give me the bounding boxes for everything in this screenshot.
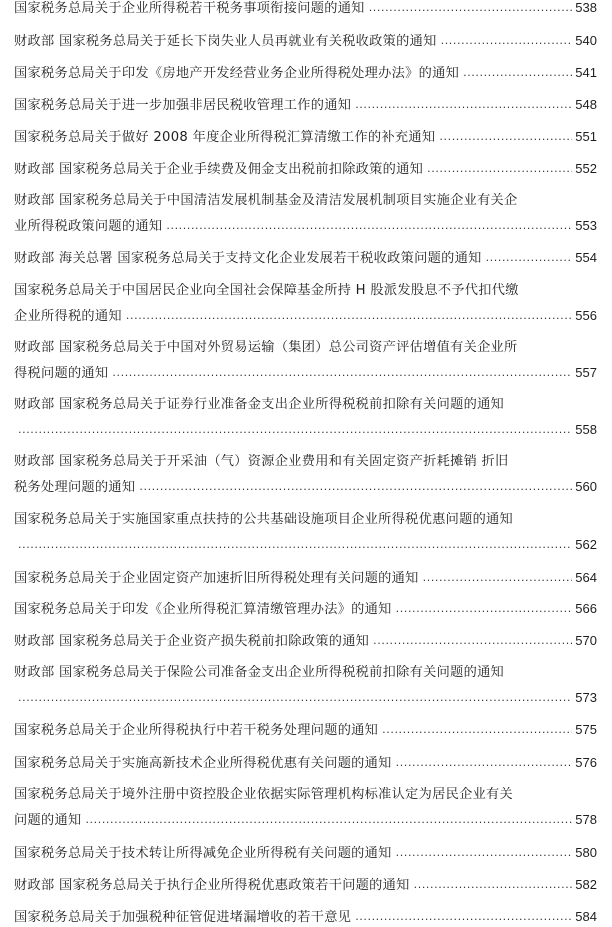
dot-leader (126, 308, 572, 324)
toc-entry[interactable] (14, 722, 597, 738)
toc-line (14, 397, 597, 413)
toc-line (14, 755, 597, 771)
toc-entry[interactable] (14, 129, 597, 145)
toc-page-number: 578 (575, 811, 597, 827)
toc-line (14, 97, 597, 113)
dot-leader (18, 422, 572, 438)
toc-line (14, 0, 597, 16)
toc-page-number: 573 (575, 689, 597, 705)
toc-entry-title-continued: 税务处理问题的通知 (14, 479, 136, 495)
toc-entry-title: 财政部 国家税务总局关于企业资产损失税前扣除政策的通知 (14, 634, 370, 649)
toc-line (14, 365, 597, 381)
toc-page-number: 556 (575, 307, 597, 323)
toc-page-number: 538 (575, 0, 597, 15)
toc-entry-title: 国家税务总局关于印发《房地产开发经营业务企业所得税处理办法》的通知 (14, 66, 460, 81)
toc-line (14, 33, 597, 49)
dot-leader (463, 65, 572, 81)
toc-entry-title: 国家税务总局关于实施高新技术企业所得税优惠有关问题的通知 (14, 756, 392, 771)
toc-entry-title: 国家税务总局关于实施国家重点扶持的公共基础设施项目企业所得税优惠问题的通知 (14, 512, 514, 527)
toc-entry-title-continued: 企业所得税的通知 (14, 308, 122, 324)
toc-entry-title: 财政部 国家税务总局关于企业手续费及佣金支出税前扣除政策的通知 (14, 162, 424, 177)
toc-entry[interactable] (14, 454, 597, 495)
toc-entry-title-continued: 业所得税政策问题的通知 (14, 218, 163, 234)
toc-entry[interactable] (14, 787, 597, 828)
toc-line (14, 812, 597, 828)
toc-entry-title: 财政部 国家税务总局关于中国对外贸易运输（集团）总公司资产评估增值有关企业所 (14, 340, 518, 355)
toc-entry[interactable] (14, 633, 597, 649)
toc-entry-title: 国家税务总局关于企业固定资产加速折旧所得税处理有关问题的通知 (14, 571, 419, 586)
dot-leader (355, 909, 572, 925)
dot-leader (369, 0, 573, 16)
toc-line (14, 193, 597, 209)
toc-entry-title: 国家税务总局关于境外注册中资控股企业依据实际管理机构标准认定为居民企业有关 (14, 787, 514, 802)
toc-line (14, 909, 597, 925)
toc-entry-title: 财政部 国家税务总局关于延长下岗失业人员再就业有关税收政策的通知 (14, 34, 437, 49)
dot-leader (414, 877, 573, 893)
toc-line (14, 218, 597, 234)
toc-entry[interactable] (14, 601, 597, 617)
dot-leader (486, 250, 573, 266)
toc-entry-title-continued: 得税问题的通知 (14, 365, 109, 381)
dot-leader (396, 845, 573, 861)
toc-page-number: 566 (575, 601, 597, 616)
toc-entry[interactable] (14, 909, 597, 925)
dot-leader (355, 97, 572, 113)
toc-line (14, 161, 597, 177)
toc-entry[interactable] (14, 97, 597, 113)
toc-entry-title-continued: 问题的通知 (14, 812, 82, 828)
toc-entry[interactable] (14, 877, 597, 893)
toc-entry[interactable] (14, 512, 597, 553)
toc-page-number: 557 (575, 364, 597, 380)
toc-page-number: 582 (575, 877, 597, 892)
toc-line (14, 690, 597, 706)
toc-entry-title: 国家税务总局关于加强税种征管促进堵漏增收的若干意见 (14, 910, 352, 925)
dot-leader (373, 633, 572, 649)
toc-entry[interactable] (14, 0, 597, 16)
dot-leader (396, 601, 573, 617)
toc-line (14, 570, 597, 586)
toc-entry[interactable] (14, 755, 597, 771)
toc-line (14, 129, 597, 145)
toc-entry-title: 国家税务总局关于企业所得税执行中若干税务处理问题的通知 (14, 723, 379, 738)
toc-line (14, 537, 597, 553)
toc-entry[interactable] (14, 65, 597, 81)
toc-page-number: 554 (575, 250, 597, 265)
toc-entry-title: 国家税务总局关于做好 2008 年度企业所得税汇算清缴工作的补充通知 (14, 130, 436, 145)
toc-page-number: 575 (575, 722, 597, 737)
dot-leader (112, 365, 572, 381)
toc-line (14, 845, 597, 861)
toc-entry[interactable] (14, 340, 597, 381)
dot-leader (427, 161, 572, 177)
toc-entry[interactable] (14, 665, 597, 706)
toc-line (14, 787, 597, 803)
toc-page-number: 551 (575, 129, 597, 144)
toc-entry[interactable] (14, 250, 597, 266)
toc-entry[interactable] (14, 33, 597, 49)
toc-line (14, 308, 597, 324)
dot-leader (18, 537, 572, 553)
toc-entry-title: 国家税务总局关于印发《企业所得税汇算清缴管理办法》的通知 (14, 602, 392, 617)
dot-leader (85, 812, 572, 828)
toc-line (14, 454, 597, 470)
toc-entry[interactable] (14, 193, 597, 234)
toc-line (14, 283, 597, 299)
toc-entry-title: 财政部 海关总署 国家税务总局关于支持文化企业发展若干税收政策问题的通知 (14, 251, 482, 266)
toc-page-number: 564 (575, 570, 597, 585)
dot-leader (423, 570, 573, 586)
toc-line (14, 722, 597, 738)
toc-entry[interactable] (14, 161, 597, 177)
toc-entry-title: 国家税务总局关于技术转让所得减免企业所得税有关问题的通知 (14, 846, 392, 861)
toc-page-number: 540 (575, 33, 597, 48)
toc-line (14, 877, 597, 893)
toc-line (14, 479, 597, 495)
dot-leader (18, 690, 572, 706)
dot-leader (382, 722, 572, 738)
toc-entry-title: 财政部 国家税务总局关于保险公司准备金支出企业所得税税前扣除有关问题的通知 (14, 665, 505, 680)
dot-leader (396, 755, 573, 771)
toc-entry[interactable] (14, 570, 597, 586)
toc-page-number: 541 (575, 65, 597, 80)
toc-page-number: 562 (575, 536, 597, 552)
toc-line (14, 250, 597, 266)
toc-page-number: 580 (575, 845, 597, 860)
toc-page-number: 584 (575, 909, 597, 924)
toc-entry-title: 财政部 国家税务总局关于中国清洁发展机制基金及清洁发展机制项目实施企业有关企 (14, 193, 518, 208)
toc-line (14, 633, 597, 649)
toc-line (14, 512, 597, 528)
toc-entry[interactable] (14, 845, 597, 861)
toc-entry-title: 财政部 国家税务总局关于证券行业准备金支出企业所得税税前扣除有关问题的通知 (14, 397, 505, 412)
toc-entry-title: 国家税务总局关于企业所得税若干税务事项衔接问题的通知 (14, 1, 365, 16)
toc-entry-title: 国家税务总局关于中国居民企业向全国社会保障基金所持 H 股派发股息不予代扣代缴 (14, 283, 519, 298)
toc-page-number: 553 (575, 217, 597, 233)
toc-entry-title: 财政部 国家税务总局关于执行企业所得税优惠政策若干问题的通知 (14, 878, 410, 893)
toc-line (14, 422, 597, 438)
dot-leader (139, 479, 572, 495)
toc-entry-title: 财政部 国家税务总局关于开采油（气）资源企业费用和有关固定资产折耗摊销 折旧 (14, 454, 509, 469)
dot-leader (166, 218, 572, 234)
toc-page-number: 552 (575, 161, 597, 176)
toc-entry-title: 国家税务总局关于进一步加强非居民税收管理工作的通知 (14, 98, 352, 113)
toc-entry[interactable] (14, 397, 597, 438)
toc-line (14, 601, 597, 617)
toc-line (14, 65, 597, 81)
toc-entry[interactable] (14, 283, 597, 324)
toc-line (14, 665, 597, 681)
toc-page-number: 576 (575, 755, 597, 770)
dot-leader (439, 129, 572, 145)
toc-page-number: 560 (575, 478, 597, 494)
toc-line (14, 340, 597, 356)
toc-page-number: 558 (575, 421, 597, 437)
toc-page-number: 570 (575, 633, 597, 648)
toc-page-number: 548 (575, 97, 597, 112)
dot-leader (441, 33, 573, 49)
